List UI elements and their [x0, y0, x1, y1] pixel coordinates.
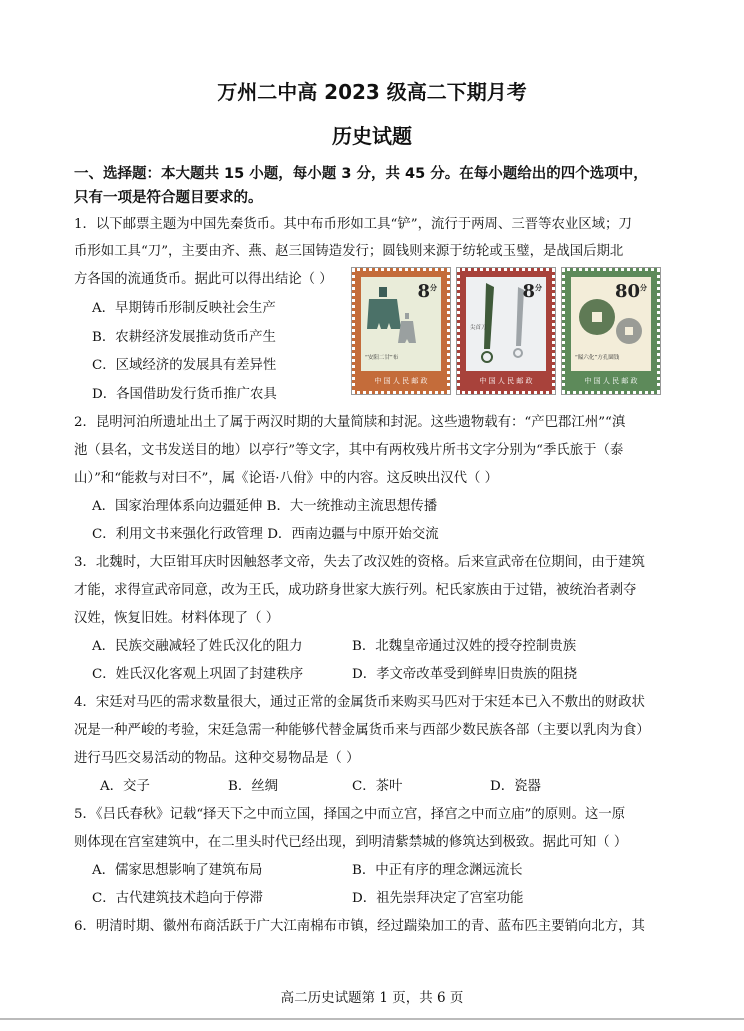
- question-text: 3．北魏时，大臣钳耳庆时因触怒孝文帝，失去了改汉姓的资格。后来宣武帝在位期间，由于建筑: [74, 555, 645, 570]
- bottom-divider: [0, 1018, 744, 1020]
- option-a: A．早期铸币形制反映社会生产: [92, 301, 276, 316]
- section-heading: 一、选择题：本大题共 15 小题，每小题 3 分，共 45 分。在每小题给出的四个选项中，: [74, 166, 648, 182]
- option-c: C．茶叶: [352, 779, 403, 794]
- option-c: C．姓氏汉化客观上巩固了封建秩序: [92, 667, 304, 682]
- option-a: A．儒家思想影响了建筑布局: [92, 863, 263, 878]
- coin-stamps-image: [352, 268, 660, 394]
- stamp-label: 尖首刀: [470, 325, 487, 331]
- option-d: D．孝文帝改革受到鲜卑旧贵族的阻挠: [352, 667, 577, 682]
- stamp-unit: 分: [640, 283, 647, 292]
- stamp-label: “安阳二甘”布: [365, 355, 399, 361]
- stamp-round-coin: [562, 268, 660, 394]
- stamp-caption: 中 国 人 民 邮 政: [374, 377, 428, 385]
- page-footer: 高二历史试题第 1 页，共 6 页: [280, 990, 464, 1006]
- option-d: D．瓷器: [490, 779, 541, 794]
- question-text: 6．明清时期、徽州布商活跃于广大江南棉布市镇，经过踹染加工的青、蓝布匹主要销向北方，其: [74, 919, 645, 934]
- option-d: D．祖先崇拜决定了宫室功能: [352, 891, 524, 906]
- stamp-value: $8^分$: [522, 281, 542, 302]
- exam-title: 万州二中高 2023 级高二下期月考: [217, 80, 527, 104]
- option-b: B．农耕经济发展推动货币产生: [92, 330, 276, 345]
- option-b: B．北魏皇帝通过汉姓的授夺控制贵族: [352, 639, 577, 654]
- question-text: 1．以下邮票主题为中国先秦货币。其中布币形如工具“铲”，流行于两周、三晋等农业区域；刀: [74, 217, 632, 232]
- stamp-unit: 分: [430, 283, 437, 292]
- option-c: C．区域经济的发展具有差异性: [92, 358, 277, 373]
- stamp-knife-coin: [457, 268, 555, 394]
- question-text: 则体现在宫室建筑中，在二里头时代已经出现，到明清紫禁城的修筑达到极致。据此可知（ ）: [74, 835, 628, 850]
- question-text: 进行马匹交易活动的物品。这种交易物品是（ ）: [74, 751, 360, 766]
- option-cd: C．利用文书来强化行政管理 D．西南边疆与中原开始交流: [92, 527, 439, 542]
- option-b: B．中正有序的理念渊远流长: [352, 863, 523, 878]
- question-text: 汉姓，恢复旧姓。材料体现了（ ）: [74, 611, 280, 626]
- question-text: 才能，求得宣武帝同意，改为王氏，成功跻身世家大族行列。杞氏家族由于过错，被统治者剥夺: [74, 583, 637, 598]
- question-text: 况是一种严峻的考验，宋廷急需一种能够代替金属货币来与西部少数民族各部（主要以乳肉为食）: [74, 723, 650, 738]
- stamp-caption: 中 国 人 民 邮 政: [479, 377, 533, 385]
- option-c: C．古代建筑技术趋向于停滞: [92, 891, 263, 906]
- stamp-value: $80^分$: [614, 281, 647, 302]
- section-heading-cont: 只有一项是符合题目要求的。: [74, 190, 263, 206]
- question-text: 2．昆明河泊所遗址出土了属于两汉时期的大量简牍和封泥。这些遗物载有：“产巴郡江州”“滇: [74, 415, 626, 430]
- question-text: 池（县名，文书发送目的地）以亭行”等文字，其中有两枚残片所书文字分别为“季氏旅于（泰: [74, 443, 624, 458]
- option-d: D．各国借助发行货币推广农具: [92, 387, 277, 402]
- option-b: B．丝绸: [228, 779, 279, 794]
- option-ab: A．国家治理体系向边疆延伸 B．大一统推动主流思想传播: [92, 499, 438, 514]
- option-a: A．民族交融减轻了姓氏汉化的阻力: [92, 639, 303, 654]
- stamp-spade-coin: [352, 268, 450, 394]
- question-text: 币形如工具“刀”，主要由齐、燕、赵三国铸造发行；圆钱则来源于纺轮或玉璧，是战国后期北: [74, 244, 624, 259]
- stamp-caption: 中 国 人 民 邮 政: [584, 377, 638, 385]
- question-text: 方各国的流通货币。据此可以得出结论（ ）: [74, 272, 333, 287]
- question-text: 5．《吕氏春秋》记载“择天下之中而立国，择国之中而立宫，择宫之中而立庙”的原则。这一原: [74, 807, 626, 822]
- stamp-label: “賹六化”方孔圜钱: [575, 355, 620, 361]
- stamp-value: $8^分$: [417, 281, 437, 302]
- question-text: 4．宋廷对马匹的需求数量很大，通过正常的金属货币来购买马匹对于宋廷本已入不敷出的财政状: [74, 695, 645, 710]
- exam-subtitle: 历史试题: [332, 124, 412, 148]
- question-text: 山）”和“能救与对曰不”，属《论语·八佾》中的内容。这反映出汉代（ ）: [74, 471, 499, 486]
- option-a: A．交子: [100, 779, 150, 794]
- stamp-unit: 分: [535, 283, 542, 292]
